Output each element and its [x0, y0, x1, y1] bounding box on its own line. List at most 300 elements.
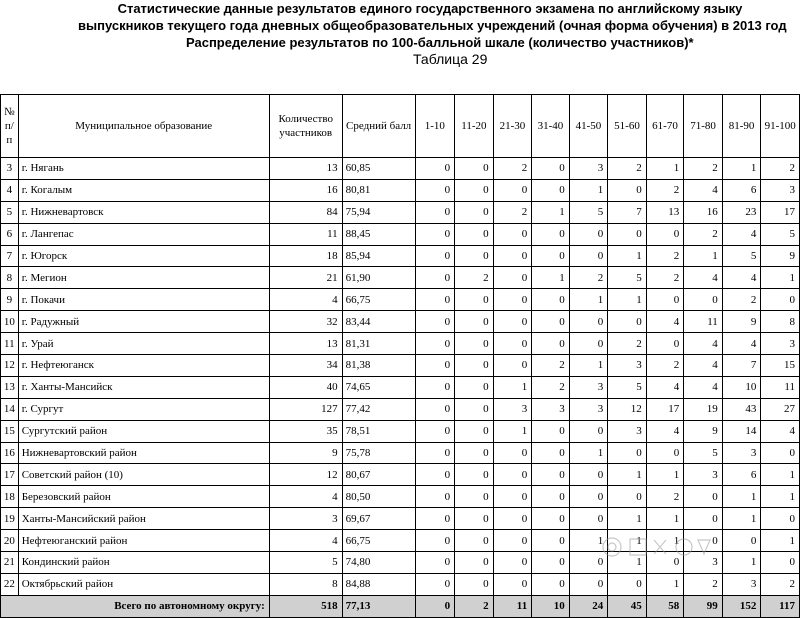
- municipality-cell: г. Покачи: [18, 289, 269, 311]
- title-line-1: Статистические данные результатов единого государственного экзамена по английскому языку: [117, 1, 743, 16]
- range-cell: 2: [722, 289, 761, 311]
- range-cell: 0: [455, 398, 494, 420]
- col-range-91-100: 91-100: [761, 95, 800, 158]
- participants-cell: 21: [269, 267, 342, 289]
- range-cell: 1: [761, 267, 800, 289]
- range-cell: 0: [455, 311, 494, 333]
- participants-cell: 4: [269, 289, 342, 311]
- range-cell: 1: [532, 267, 570, 289]
- range-cell: 9: [761, 245, 800, 267]
- results-table: [0, 94, 800, 618]
- range-cell: 9: [722, 311, 761, 333]
- row-number-cell: 9: [1, 289, 19, 311]
- range-cell: 3: [722, 442, 761, 464]
- range-cell: 1: [608, 289, 647, 311]
- range-cell: 0: [415, 486, 455, 508]
- table-row: [1, 573, 800, 595]
- row-number-cell: 10: [1, 311, 19, 333]
- range-cell: 0: [415, 289, 455, 311]
- participants-cell: 16: [269, 179, 342, 201]
- range-cell: 6: [722, 179, 761, 201]
- participants-cell: 13: [269, 333, 342, 355]
- range-cell: 1: [608, 245, 647, 267]
- range-cell: 0: [455, 442, 494, 464]
- participants-cell: 3: [269, 508, 342, 530]
- range-cell: 0: [646, 223, 684, 245]
- range-cell: 4: [722, 223, 761, 245]
- average-score-cell: 80,67: [342, 464, 415, 486]
- range-cell: 0: [569, 552, 608, 574]
- range-cell: 1: [608, 464, 647, 486]
- range-cell: 5: [569, 201, 608, 223]
- range-cell: 0: [493, 311, 532, 333]
- col-range-71-80: 71-80: [684, 95, 723, 158]
- range-cell: 4: [684, 179, 723, 201]
- range-cell: 0: [493, 530, 532, 552]
- range-cell: 0: [455, 223, 494, 245]
- range-cell: 0: [608, 486, 647, 508]
- total-participants-cell: 518: [269, 595, 342, 617]
- col-range-81-90: 81-90: [722, 95, 761, 158]
- table-row: [1, 464, 800, 486]
- range-cell: 4: [646, 311, 684, 333]
- total-average-cell: 77,13: [342, 595, 415, 617]
- range-cell: 2: [646, 245, 684, 267]
- range-cell: 2: [646, 267, 684, 289]
- average-score-cell: 85,94: [342, 245, 415, 267]
- average-score-cell: 69,67: [342, 508, 415, 530]
- range-cell: 0: [415, 530, 455, 552]
- range-cell: 0: [569, 508, 608, 530]
- range-cell: 3: [608, 420, 647, 442]
- municipality-cell: г. Сургут: [18, 398, 269, 420]
- col-participants: Количество участников: [269, 95, 342, 158]
- col-range-1-10: 1-10: [415, 95, 455, 158]
- range-cell: 0: [532, 508, 570, 530]
- table-row: [1, 158, 800, 180]
- row-number-cell: 18: [1, 486, 19, 508]
- average-score-cell: 75,94: [342, 201, 415, 223]
- participants-cell: 40: [269, 376, 342, 398]
- municipality-cell: г. Ханты-Мансийск: [18, 376, 269, 398]
- municipality-cell: Сургутский район: [18, 420, 269, 442]
- range-cell: 0: [415, 158, 455, 180]
- table-row: [1, 267, 800, 289]
- range-cell: 1: [532, 201, 570, 223]
- table-row: [1, 333, 800, 355]
- range-cell: 1: [646, 530, 684, 552]
- table-row: [1, 223, 800, 245]
- total-range-cell: 11: [493, 595, 532, 617]
- average-score-cell: 66,75: [342, 530, 415, 552]
- row-number-cell: 8: [1, 267, 19, 289]
- range-cell: 0: [761, 442, 800, 464]
- range-cell: 0: [415, 442, 455, 464]
- municipality-cell: г. Когалым: [18, 179, 269, 201]
- col-range-61-70: 61-70: [646, 95, 684, 158]
- range-cell: 0: [532, 245, 570, 267]
- average-score-cell: 75,78: [342, 442, 415, 464]
- table-row: [1, 201, 800, 223]
- table-row: [1, 398, 800, 420]
- range-cell: 0: [455, 486, 494, 508]
- range-cell: 13: [646, 201, 684, 223]
- range-cell: 1: [569, 355, 608, 377]
- row-number-cell: 3: [1, 158, 19, 180]
- table-row: [1, 245, 800, 267]
- range-cell: 1: [646, 464, 684, 486]
- total-range-cell: 10: [532, 595, 570, 617]
- range-cell: 0: [646, 442, 684, 464]
- range-cell: 0: [569, 311, 608, 333]
- range-cell: 0: [415, 201, 455, 223]
- average-score-cell: 66,75: [342, 289, 415, 311]
- range-cell: 0: [455, 333, 494, 355]
- range-cell: 1: [722, 552, 761, 574]
- range-cell: 0: [493, 179, 532, 201]
- municipality-cell: Березовский район: [18, 486, 269, 508]
- range-cell: 0: [532, 442, 570, 464]
- range-cell: 2: [761, 573, 800, 595]
- range-cell: 17: [646, 398, 684, 420]
- range-cell: 11: [684, 311, 723, 333]
- table-row: [1, 311, 800, 333]
- range-cell: 4: [684, 376, 723, 398]
- table-row: [1, 552, 800, 574]
- range-cell: 0: [646, 333, 684, 355]
- average-score-cell: 81,31: [342, 333, 415, 355]
- range-cell: 0: [455, 158, 494, 180]
- range-cell: 1: [646, 508, 684, 530]
- table-body: [1, 158, 800, 618]
- municipality-cell: г. Урай: [18, 333, 269, 355]
- row-number-cell: 4: [1, 179, 19, 201]
- participants-cell: 32: [269, 311, 342, 333]
- range-cell: 0: [415, 464, 455, 486]
- row-number-cell: 17: [1, 464, 19, 486]
- range-cell: 7: [608, 201, 647, 223]
- municipality-cell: Нижневартовский район: [18, 442, 269, 464]
- range-cell: 0: [455, 573, 494, 595]
- range-cell: 14: [722, 420, 761, 442]
- range-cell: 0: [608, 442, 647, 464]
- row-number-cell: 15: [1, 420, 19, 442]
- range-cell: 0: [493, 289, 532, 311]
- range-cell: 0: [455, 376, 494, 398]
- participants-cell: 13: [269, 158, 342, 180]
- range-cell: 0: [684, 508, 723, 530]
- range-cell: 4: [684, 267, 723, 289]
- range-cell: 2: [532, 355, 570, 377]
- range-cell: 0: [493, 333, 532, 355]
- range-cell: 0: [532, 289, 570, 311]
- range-cell: 2: [608, 333, 647, 355]
- range-cell: 0: [415, 223, 455, 245]
- row-number-cell: 11: [1, 333, 19, 355]
- range-cell: 0: [532, 223, 570, 245]
- range-cell: 2: [532, 376, 570, 398]
- range-cell: 5: [608, 267, 647, 289]
- table-row: [1, 289, 800, 311]
- range-cell: 1: [761, 486, 800, 508]
- range-cell: 3: [684, 552, 723, 574]
- table-row: [1, 442, 800, 464]
- range-cell: 0: [455, 420, 494, 442]
- range-cell: 1: [722, 158, 761, 180]
- range-cell: 0: [684, 289, 723, 311]
- average-score-cell: 60,85: [342, 158, 415, 180]
- table-row: [1, 179, 800, 201]
- range-cell: 2: [493, 201, 532, 223]
- table-row: [1, 530, 800, 552]
- range-cell: 0: [493, 355, 532, 377]
- range-cell: 1: [608, 508, 647, 530]
- range-cell: 19: [684, 398, 723, 420]
- range-cell: 0: [532, 464, 570, 486]
- range-cell: 0: [455, 355, 494, 377]
- range-cell: 43: [722, 398, 761, 420]
- total-range-cell: 117: [761, 595, 800, 617]
- average-score-cell: 78,51: [342, 420, 415, 442]
- range-cell: 0: [415, 179, 455, 201]
- range-cell: 2: [646, 179, 684, 201]
- range-cell: 0: [532, 573, 570, 595]
- range-cell: 1: [646, 158, 684, 180]
- range-cell: 1: [569, 442, 608, 464]
- range-cell: 0: [684, 530, 723, 552]
- range-cell: 2: [646, 355, 684, 377]
- average-score-cell: 74,65: [342, 376, 415, 398]
- range-cell: 0: [532, 333, 570, 355]
- range-cell: 2: [569, 267, 608, 289]
- range-cell: 0: [646, 289, 684, 311]
- range-cell: 3: [493, 398, 532, 420]
- col-number: № п/п: [1, 95, 19, 158]
- col-municipality: Муниципальное образование: [18, 95, 269, 158]
- range-cell: 3: [569, 398, 608, 420]
- table-row: [1, 420, 800, 442]
- participants-cell: 18: [269, 245, 342, 267]
- participants-cell: 84: [269, 201, 342, 223]
- participants-cell: 9: [269, 442, 342, 464]
- average-score-cell: 74,80: [342, 552, 415, 574]
- range-cell: 4: [646, 420, 684, 442]
- range-cell: 10: [722, 376, 761, 398]
- total-label: Всего по автономному округу:: [1, 595, 270, 617]
- range-cell: 6: [722, 464, 761, 486]
- table-row: [1, 355, 800, 377]
- range-cell: 0: [608, 223, 647, 245]
- range-cell: 4: [646, 376, 684, 398]
- municipality-cell: г. Нижневартовск: [18, 201, 269, 223]
- range-cell: 2: [646, 486, 684, 508]
- range-cell: 0: [455, 464, 494, 486]
- row-number-cell: 6: [1, 223, 19, 245]
- table-row: [1, 486, 800, 508]
- participants-cell: 4: [269, 486, 342, 508]
- range-cell: 0: [532, 179, 570, 201]
- range-cell: 3: [722, 573, 761, 595]
- range-cell: 1: [608, 552, 647, 574]
- range-cell: 2: [684, 158, 723, 180]
- average-score-cell: 80,50: [342, 486, 415, 508]
- range-cell: 3: [569, 376, 608, 398]
- range-cell: 0: [415, 508, 455, 530]
- range-cell: 17: [761, 201, 800, 223]
- col-range-51-60: 51-60: [608, 95, 647, 158]
- range-cell: 15: [761, 355, 800, 377]
- average-score-cell: 61,90: [342, 267, 415, 289]
- range-cell: 0: [415, 333, 455, 355]
- range-cell: 1: [646, 573, 684, 595]
- range-cell: 4: [761, 420, 800, 442]
- range-cell: 0: [532, 420, 570, 442]
- row-number-cell: 19: [1, 508, 19, 530]
- range-cell: 0: [415, 552, 455, 574]
- total-range-cell: 152: [722, 595, 761, 617]
- range-cell: 0: [493, 573, 532, 595]
- range-cell: 0: [415, 245, 455, 267]
- participants-cell: 5: [269, 552, 342, 574]
- range-cell: 0: [455, 245, 494, 267]
- range-cell: 0: [532, 486, 570, 508]
- range-cell: 0: [569, 464, 608, 486]
- municipality-cell: г. Нефтеюганск: [18, 355, 269, 377]
- range-cell: 0: [569, 223, 608, 245]
- range-cell: 1: [569, 179, 608, 201]
- range-cell: 1: [608, 530, 647, 552]
- range-cell: 0: [722, 530, 761, 552]
- total-range-cell: 24: [569, 595, 608, 617]
- range-cell: 12: [608, 398, 647, 420]
- range-cell: 0: [493, 223, 532, 245]
- range-cell: 0: [415, 398, 455, 420]
- range-cell: 3: [608, 355, 647, 377]
- range-cell: 0: [532, 552, 570, 574]
- range-cell: 5: [761, 223, 800, 245]
- range-cell: 0: [684, 486, 723, 508]
- table-row: [1, 376, 800, 398]
- average-score-cell: 88,45: [342, 223, 415, 245]
- range-cell: 0: [608, 573, 647, 595]
- range-cell: 16: [684, 201, 723, 223]
- range-cell: 4: [722, 333, 761, 355]
- range-cell: 3: [569, 158, 608, 180]
- municipality-cell: г. Радужный: [18, 311, 269, 333]
- range-cell: 8: [761, 311, 800, 333]
- range-cell: 4: [684, 355, 723, 377]
- range-cell: 0: [493, 486, 532, 508]
- range-cell: 0: [532, 530, 570, 552]
- range-cell: 0: [608, 179, 647, 201]
- range-cell: 0: [569, 420, 608, 442]
- range-cell: 0: [608, 311, 647, 333]
- row-number-cell: 7: [1, 245, 19, 267]
- range-cell: 4: [722, 267, 761, 289]
- total-row: [1, 595, 800, 617]
- range-cell: 0: [569, 573, 608, 595]
- range-cell: 1: [569, 530, 608, 552]
- range-cell: 0: [455, 201, 494, 223]
- row-number-cell: 13: [1, 376, 19, 398]
- participants-cell: 8: [269, 573, 342, 595]
- range-cell: 0: [415, 376, 455, 398]
- participants-cell: 11: [269, 223, 342, 245]
- range-cell: 0: [493, 552, 532, 574]
- participants-cell: 35: [269, 420, 342, 442]
- municipality-cell: г. Нягань: [18, 158, 269, 180]
- title-line-3: Распределение результатов по 100-балльной шкале (количество участников)*: [186, 35, 694, 50]
- range-cell: 1: [569, 289, 608, 311]
- range-cell: 23: [722, 201, 761, 223]
- average-score-cell: 83,44: [342, 311, 415, 333]
- range-cell: 5: [608, 376, 647, 398]
- total-range-cell: 58: [646, 595, 684, 617]
- range-cell: 0: [569, 245, 608, 267]
- range-cell: 2: [684, 573, 723, 595]
- range-cell: 3: [684, 464, 723, 486]
- row-number-cell: 16: [1, 442, 19, 464]
- row-number-cell: 14: [1, 398, 19, 420]
- range-cell: 0: [493, 442, 532, 464]
- range-cell: 0: [493, 464, 532, 486]
- range-cell: 0: [455, 179, 494, 201]
- total-range-cell: 45: [608, 595, 647, 617]
- range-cell: 0: [415, 355, 455, 377]
- table-row: [1, 508, 800, 530]
- range-cell: 0: [455, 508, 494, 530]
- table-header-row: [1, 95, 800, 158]
- range-cell: 0: [415, 573, 455, 595]
- col-range-31-40: 31-40: [532, 95, 570, 158]
- range-cell: 3: [532, 398, 570, 420]
- range-cell: 1: [684, 245, 723, 267]
- total-range-cell: 2: [455, 595, 494, 617]
- average-score-cell: 77,42: [342, 398, 415, 420]
- range-cell: 1: [493, 376, 532, 398]
- range-cell: 3: [761, 179, 800, 201]
- range-cell: 0: [761, 289, 800, 311]
- document-header: [0, 0, 800, 68]
- range-cell: 5: [684, 442, 723, 464]
- total-range-cell: 0: [415, 595, 455, 617]
- range-cell: 0: [455, 530, 494, 552]
- participants-cell: 127: [269, 398, 342, 420]
- range-cell: 4: [684, 333, 723, 355]
- range-cell: 27: [761, 398, 800, 420]
- average-score-cell: 84,88: [342, 573, 415, 595]
- average-score-cell: 80,81: [342, 179, 415, 201]
- range-cell: 9: [684, 420, 723, 442]
- range-cell: 2: [608, 158, 647, 180]
- table-number: Таблица 29: [413, 51, 488, 67]
- municipality-cell: г. Лангепас: [18, 223, 269, 245]
- average-score-cell: 81,38: [342, 355, 415, 377]
- range-cell: 0: [532, 311, 570, 333]
- range-cell: 2: [493, 158, 532, 180]
- range-cell: 5: [722, 245, 761, 267]
- municipality-cell: Кондинский район: [18, 552, 269, 574]
- range-cell: 0: [455, 289, 494, 311]
- municipality-cell: г. Мегион: [18, 267, 269, 289]
- range-cell: 3: [761, 333, 800, 355]
- range-cell: 0: [761, 508, 800, 530]
- range-cell: 0: [455, 552, 494, 574]
- range-cell: 11: [761, 376, 800, 398]
- total-range-cell: 99: [684, 595, 723, 617]
- range-cell: 0: [532, 158, 570, 180]
- row-number-cell: 20: [1, 530, 19, 552]
